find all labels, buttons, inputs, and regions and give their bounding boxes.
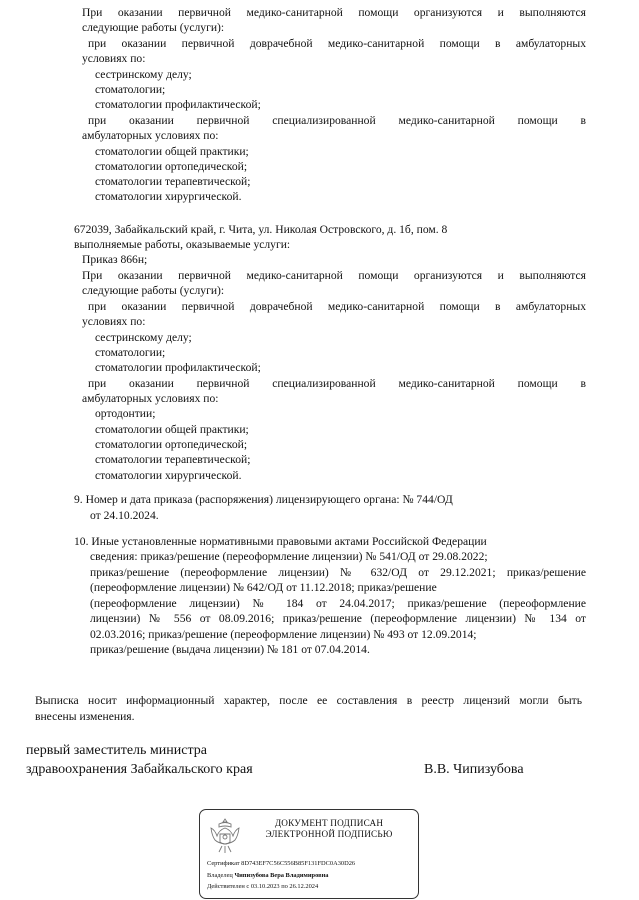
signer-position: первый заместитель министра xyxy=(26,743,207,758)
item10-line: лицензии) № 556 от 08.09.2016; приказ/решение (переоформление лицензии) № 134 от xyxy=(90,612,586,625)
note-line: внесены изменения. xyxy=(35,710,135,723)
owner-label: Владелец xyxy=(207,872,233,879)
item10-line: 02.03.2016; приказ/решение (переоформление лицензии) № 493 от 12.09.2014; xyxy=(90,628,477,641)
text-line: При оказании первичной медико-санитарной помощи организуются и выполняются xyxy=(82,6,586,19)
item9-line: 9. Номер и дата приказа (распоряжения) лицензирующего органа: № 744/ОД xyxy=(74,493,453,506)
text-line: при оказании первичной специализированной медико-санитарной помощи в xyxy=(88,114,586,127)
item10-line: (переоформление лицензии) № 642/ОД от 11.12.2018; приказ/решение xyxy=(90,581,437,594)
text-line: сестринскому делу; xyxy=(95,331,192,344)
electronic-signature-stamp xyxy=(199,809,419,899)
text-line: стоматологии хирургической. xyxy=(95,469,242,482)
text-line: амбулаторных условиях по: xyxy=(82,129,219,142)
text-line: выполняемые работы, оказываемые услуги: xyxy=(74,238,291,251)
text-line: стоматологии хирургической. xyxy=(95,190,242,203)
stamp-owner xyxy=(207,872,328,880)
stamp-title xyxy=(244,818,414,840)
signer-name: В.В. Чипизубова xyxy=(424,762,524,777)
certificate-number: Сертификат 8D743EF7C56C556B85F131FDC0A30D26 xyxy=(207,860,356,867)
text-line: следующие работы (услуги): xyxy=(82,284,225,297)
text-line: стоматологии профилактической; xyxy=(95,361,261,374)
text-line: ортодонтии; xyxy=(95,407,156,420)
text-line: стоматологии ортопедической; xyxy=(95,160,248,173)
stamp-title-line: ЭЛЕКТРОННОЙ ПОДПИСЬЮ xyxy=(265,829,393,839)
signer-position: здравоохранения Забайкальского края xyxy=(26,762,253,777)
item10-line: (переоформление лицензии) № 184 от 24.04.2017; приказ/решение (переоформление xyxy=(90,597,586,610)
text-line: стоматологии общей практики; xyxy=(95,423,249,436)
item9-line: от 24.10.2024. xyxy=(90,509,159,522)
text-line: стоматологии терапевтической; xyxy=(95,175,251,188)
text-line: Приказ 866н; xyxy=(82,253,148,266)
text-line: При оказании первичной медико-санитарной помощи организуются и выполняются xyxy=(82,269,586,282)
address-line: 672039, Забайкальский край, г. Чита, ул. Николая Островского, д. 1б, пом. 8 xyxy=(74,223,448,236)
text-line: стоматологии ортопедической; xyxy=(95,438,248,451)
text-line: при оказании первичной специализированной медико-санитарной помощи в xyxy=(88,377,586,390)
note-line: Выписка носит информационный характер, после ее составления в реестр лицензий могли быть xyxy=(35,694,582,707)
item10-line: сведения: приказ/решение (переоформление лицензии) № 541/ОД от 29.08.2022; xyxy=(90,550,488,563)
text-line: условиях по: xyxy=(82,52,146,65)
item10-line: приказ/решение (выдача лицензии) № 181 от 07.04.2014. xyxy=(90,643,370,656)
text-line: стоматологии профилактической; xyxy=(95,98,261,111)
text-line: стоматологии терапевтической; xyxy=(95,453,251,466)
text-line: следующие работы (услуги): xyxy=(82,21,225,34)
text-line: условиях по: xyxy=(82,315,146,328)
stamp-title-line: ДОКУМЕНТ ПОДПИСАН xyxy=(274,818,384,828)
text-line: стоматологии общей практики; xyxy=(95,145,249,158)
text-line: стоматологии; xyxy=(95,83,166,96)
text-line: при оказании первичной доврачебной медико-санитарной помощи в амбулаторных xyxy=(88,300,586,313)
text-line: стоматологии; xyxy=(95,346,166,359)
owner-name: Чипизубова Вера Владимировна xyxy=(234,872,329,879)
item10-line: 10. Иные установленные нормативными правовыми актами Российской Федерации xyxy=(74,535,487,548)
text-line: сестринскому делу; xyxy=(95,68,192,81)
coat-of-arms-icon xyxy=(208,816,242,856)
validity-period: Действителен с 03.10.2023 по 26.12.2024 xyxy=(207,883,319,890)
text-line: амбулаторных условиях по: xyxy=(82,392,219,405)
item10-line: приказ/решение (переоформление лицензии) № 632/ОД от 29.12.2021; приказ/решение xyxy=(90,566,586,579)
text-line: при оказании первичной доврачебной медико-санитарной помощи в амбулаторных xyxy=(88,37,586,50)
